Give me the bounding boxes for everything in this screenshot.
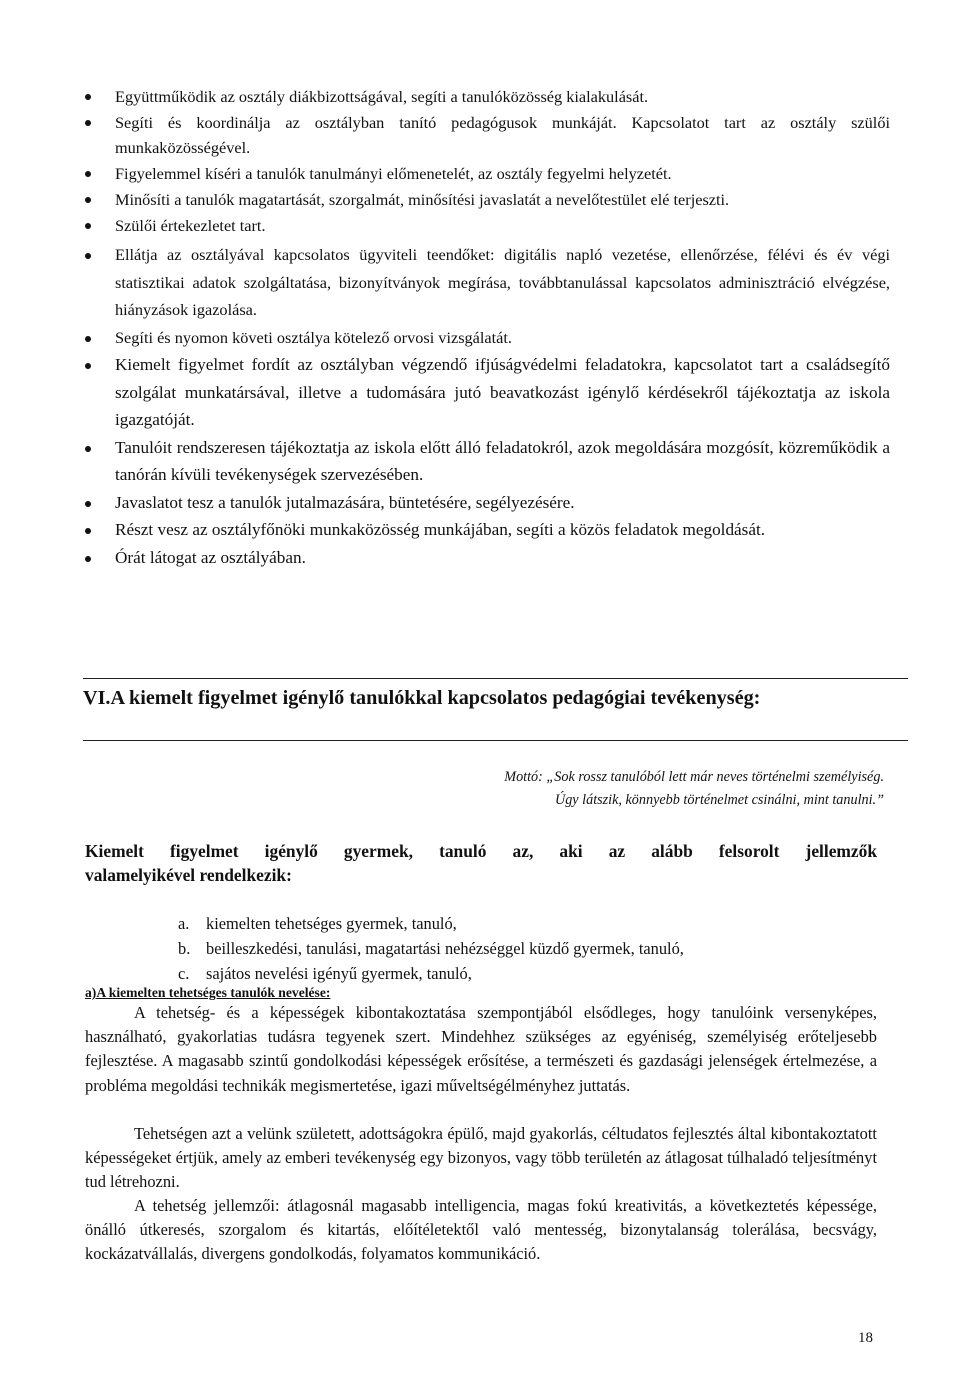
list-item: c. sajátos nevelési igényű gyermek, tanuló, [178, 964, 472, 983]
page-number: 18 [858, 1330, 873, 1346]
section-heading: VI.A kiemelt figyelmet igénylő tanulókkal kapcsolatos pedagógiai tevékenység: [83, 687, 761, 709]
bullet-icon [85, 197, 91, 203]
motto-line-2: Úgy látszik, könnyebb történelmet csinálni, mint tanulni.” [554, 791, 884, 808]
list-item: Minősíti a tanulók magatartását, szorgalmát, minősítési javaslatát a nevelőtestület elé terjeszti. [85, 187, 890, 212]
body-paragraph: A tehetség- és a képességek kibontakoztatása szempontjából elsődleges, hogy tanulóink versenyképes, használható, gyakorlatias tudásra tegyenek szert. Mindehhez szükséges az egyéniség, személyiség erőteljesebb fejlesztése. A magasabb szintű gondolkodási képességek erősítése, a természeti és gazdasági jelenségek értelmezése, a probléma megoldási technikák megismertetése, igazi műveltségélményhez juttatás. [85, 1003, 877, 1095]
bullet-icon [85, 528, 91, 534]
body-paragraph: A tehetség jellemzői: átlagosnál magasabb intelligencia, magas fokú kreativitás, a következtetés képessége, önálló útkeresés, szorgalom és kitartás, előítéletektől való mentesség, bizonytalanság tolerálása, becsvágy, kockázatvállalás, divergens gondolkodás, folyamatos kommunikáció. [85, 1196, 877, 1264]
bullet-icon [85, 253, 91, 259]
list-item: Szülői értekezletet tart. [85, 213, 890, 238]
intro-paragraph: Kiemelt figyelmet igénylő gyermek, tanuló az, aki az alább felsorolt jellemzők valamelyikével rendelkezik: [85, 841, 877, 885]
list-item: Ellátja az osztályával kapcsolatos ügyviteli teendőket: digitális napló vezetése, ellenőrzése, félévi és év végi statisztikai adatok szolgáltatása, bizonyítványok megírása, továbbtanulással kapcsolatos adminisztráció elvégzése, hiányzások igazolása. [85, 241, 890, 324]
body-paragraph: Tehetségen azt a velünk született, adottságokra épülő, majd gyakorlás, céltudatos fejlesztés által kibontakoztatott képességeket értjük, amely az emberi tevékenység egy bizonyos, vagy több területén az átlagosat túlhaladó teljesítményt tud létrehozni. [85, 1124, 877, 1192]
list-item: a. kiemelten tehetséges gyermek, tanuló, [178, 914, 457, 933]
bullet-icon [85, 556, 91, 562]
list-item: Együttműködik az osztály diákbizottságával, segíti a tanulóközösség kialakulását. [85, 84, 890, 109]
subsection-heading: a)A kiemelten tehetséges tanulók nevelése: [85, 985, 331, 1000]
list-item: Segíti és nyomon követi osztálya kötelező orvosi vizsgálatát. [85, 324, 890, 352]
bullet-icon [85, 171, 91, 177]
bullet-icon [85, 94, 91, 100]
section-top-rule [83, 678, 908, 679]
motto-quote [364, 766, 884, 811]
bullet-icon [85, 363, 91, 369]
list-item: Figyelemmel kíséri a tanulók tanulmányi előmenetelét, az osztály fegyelmi helyzetét. [85, 161, 890, 186]
list-item: Részt vesz az osztályfőnöki munkaközösség munkájában, segíti a közös feladatok megoldását. [85, 516, 890, 544]
list-item: Javaslatot tesz a tanulók jutalmazására, büntetésére, segélyezésére. [85, 489, 890, 517]
list-item: Órát látogat az osztályában. [85, 544, 890, 572]
duties-bullet-list [85, 84, 890, 571]
list-item: Tanulóit rendszeresen tájékoztatja az iskola előtt álló feladatokról, azok megoldására mozgósít, közreműködik a tanórán kívüli tevékenységek szervezésében. [85, 434, 890, 489]
bullet-icon [85, 446, 91, 452]
list-item: Segíti és koordinálja az osztályban tanító pedagógusok munkáját. Kapcsolatot tart az osztály szülői munkaközösségével. [85, 110, 890, 160]
bullet-icon [85, 223, 91, 229]
bullet-icon [85, 120, 91, 126]
section-bottom-rule [83, 740, 908, 741]
category-list [178, 911, 684, 986]
list-item: b. beilleszkedési, tanulási, magatartási nehézséggel küzdő gyermek, tanuló, [178, 939, 684, 958]
bullet-icon [85, 501, 91, 507]
bullet-icon [85, 336, 91, 342]
list-item: Kiemelt figyelmet fordít az osztályban végzendő ifjúságvédelmi feladatokra, kapcsolatot tart a családsegítő szolgálat munkatársával, illetve a tudomására jutó beavatkozást igénylő kérdésekről tájékoztatja az iskola igazgatóját. [85, 351, 890, 434]
motto-line-1: Mottó: „Sok rossz tanulóból lett már neves történelmi személyiség. [504, 769, 884, 785]
